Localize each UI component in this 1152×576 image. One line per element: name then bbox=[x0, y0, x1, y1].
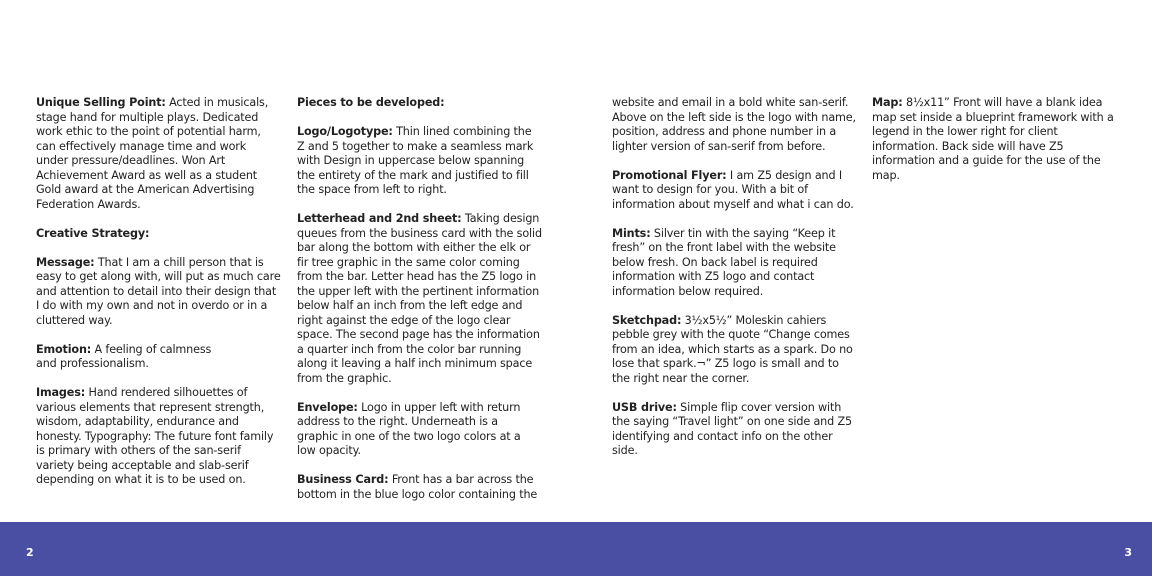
usb-paragraph: USB drive: Simple flip cover version with the saying “Travel light” on one side and Z5 identifying and contact info on the other side. bbox=[612, 400, 852, 457]
usp-paragraph: Unique Selling Point: Acted in musicals, stage hand for multiple plays. Dedicated work ethic to the point of potential harm, can effectively manage time and work under pressure/deadlines. Won Art Achievement Award as well as a student Gold award at the American Advertising Federation Awards. bbox=[36, 96, 269, 211]
column-4 bbox=[872, 96, 1116, 198]
pieces-heading: Pieces to be developed: bbox=[297, 96, 445, 109]
logo-paragraph: Logo/Logotype: Thin lined combining the Z and 5 together to make a seamless mark with Design in uppercase below spanning the entirety of the mark and justified to fill the space from left to right. bbox=[297, 125, 534, 196]
message-paragraph: Message: That I am a chill person that is easy to get along with, will put as much care and attention to detail into their design that I do with my own and not in overdo or in a cluttered way. bbox=[36, 255, 281, 327]
creative-strategy-heading: Creative Strategy: bbox=[36, 226, 150, 240]
mints-paragraph: Mints: Silver tin with the saying “Keep it fresh” on the front label with the website below fresh. On back label is required information with Z5 logo and contact information below required. bbox=[612, 226, 836, 298]
right-page-number: 3 bbox=[1124, 546, 1132, 559]
left-page-number: 2 bbox=[26, 546, 34, 559]
envelope-paragraph: Envelope: Logo in upper left with return address to the right. Underneath is a graphic in one of the two logo colors at a low opacity. bbox=[297, 400, 521, 457]
map-paragraph: Map: 8½x11” Front will have a blank idea map set inside a blueprint framework with a legend in the lower right for client information. Back side will have Z5 information and a guide for the use of the map. bbox=[872, 96, 1114, 182]
column-1 bbox=[36, 96, 281, 502]
business-card-paragraph: Business Card: Front has a bar across the bottom in the blue logo color containing the bbox=[297, 473, 538, 501]
images-paragraph: Images: Hand rendered silhouettes of various elements that represent strength, wisdom, adaptability, endurance and honesty. Typography: The future font family is primary with others of the san-serif variety being acceptable and slab-serif depending on what it is to be used on. bbox=[36, 386, 274, 486]
business-card-continued: website and email in a bold white san-serif. Above on the left side is the logo with name, position, address and phone number in a lighter version of san-serif from before. bbox=[612, 96, 856, 153]
letterhead-paragraph: Letterhead and 2nd sheet: Taking design queues from the business card with the solid bar along the bottom with either the elk or fir tree graphic in the same color coming from the bar. Letter head has the Z5 logo in the upper left with the pertinent information below half an inch from the left edge and right against the edge of the logo clear space. The second page has the information a quarter inch from the color bar running along it leaving a half inch minimum space from the graphic. bbox=[297, 212, 542, 385]
footer-bar bbox=[0, 522, 1152, 576]
column-2 bbox=[297, 96, 542, 517]
sketchpad-paragraph: Sketchpad: 3½x5½” Moleskin cahiers pebble grey with the quote “Change comes from an idea, which starts as a spark. Do no lose that spark.¬” Z5 logo is small and to the right near the corner. bbox=[612, 313, 853, 385]
flyer-paragraph: Promotional Flyer: I am Z5 design and I want to design for you. With a bit of information about myself and what i can do. bbox=[612, 168, 854, 211]
column-3 bbox=[612, 96, 858, 473]
emotion-paragraph: Emotion: A feeling of calmness and professionalism. bbox=[36, 342, 212, 370]
